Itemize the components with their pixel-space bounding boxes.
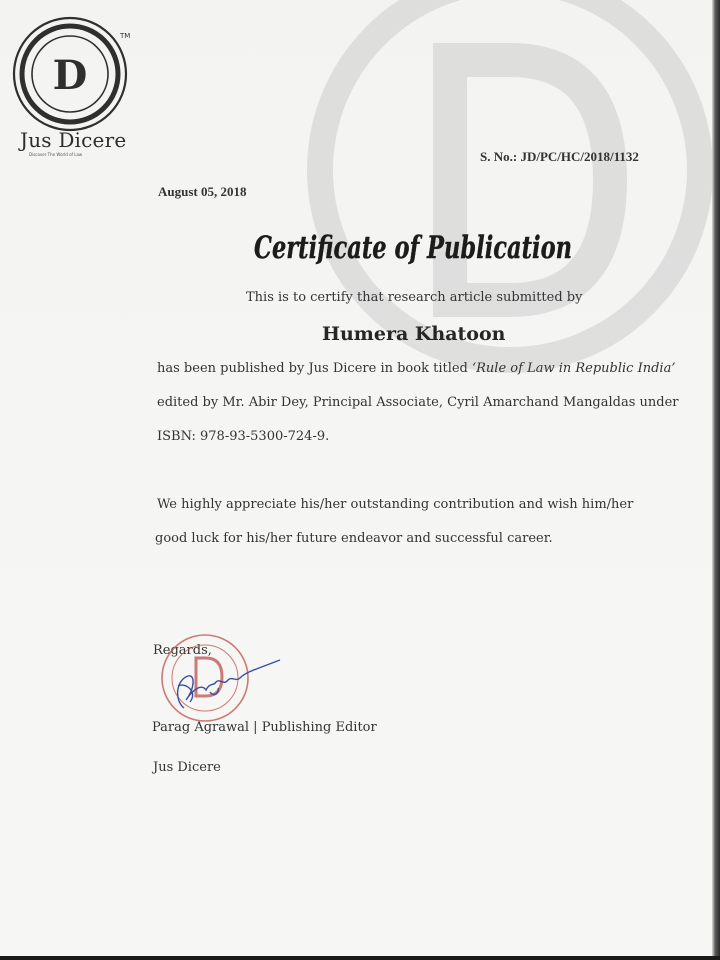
logo-emblem-icon	[12, 14, 132, 134]
trademark-mark: TM	[120, 32, 131, 40]
certificate-date: August 05, 2018	[158, 184, 247, 199]
book-title: ‘Rule of Law in Republic India’	[472, 361, 676, 376]
recipient-name: Humera Khatoon	[322, 323, 506, 345]
watermark-logo-icon	[300, 0, 720, 420]
body-line-2: edited by Mr. Abir Dey, Principal Associate, Cyril Amarchand Mangaldas under	[157, 395, 679, 410]
logo-tagline: Discover The World of Law	[29, 152, 83, 157]
page-bottom-edge	[0, 956, 720, 960]
logo-letter: D	[52, 52, 88, 99]
signature-and-stamp	[150, 630, 300, 730]
certificate-title	[250, 222, 580, 272]
body-line-1-prefix: has been published by Jus Dicere in book titled	[157, 361, 473, 376]
body-line-4: We highly appreciate his/her outstanding contribution and wish him/her	[157, 497, 634, 512]
body-line-5: good luck for his/her future endeavor and successful career.	[155, 531, 553, 546]
svg-text:Certificate of Publication: Certificate of Publication	[254, 230, 572, 266]
body-line-1	[157, 361, 675, 376]
intro-text: This is to certify that research article submitted by	[246, 290, 583, 305]
logo-name: Jus Dicere	[20, 128, 127, 152]
page-right-edge	[712, 0, 720, 960]
serial-number: S. No.: JD/PC/HC/2018/1132	[480, 149, 639, 164]
company-stamp-icon	[162, 635, 248, 721]
regards-text: Regards,	[153, 643, 212, 658]
organization-name: Jus Dicere	[153, 760, 221, 775]
isbn-line: ISBN: 978-93-5300-724-9.	[157, 429, 330, 444]
signatory-line: Parag Agrawal | Publishing Editor	[152, 720, 377, 735]
